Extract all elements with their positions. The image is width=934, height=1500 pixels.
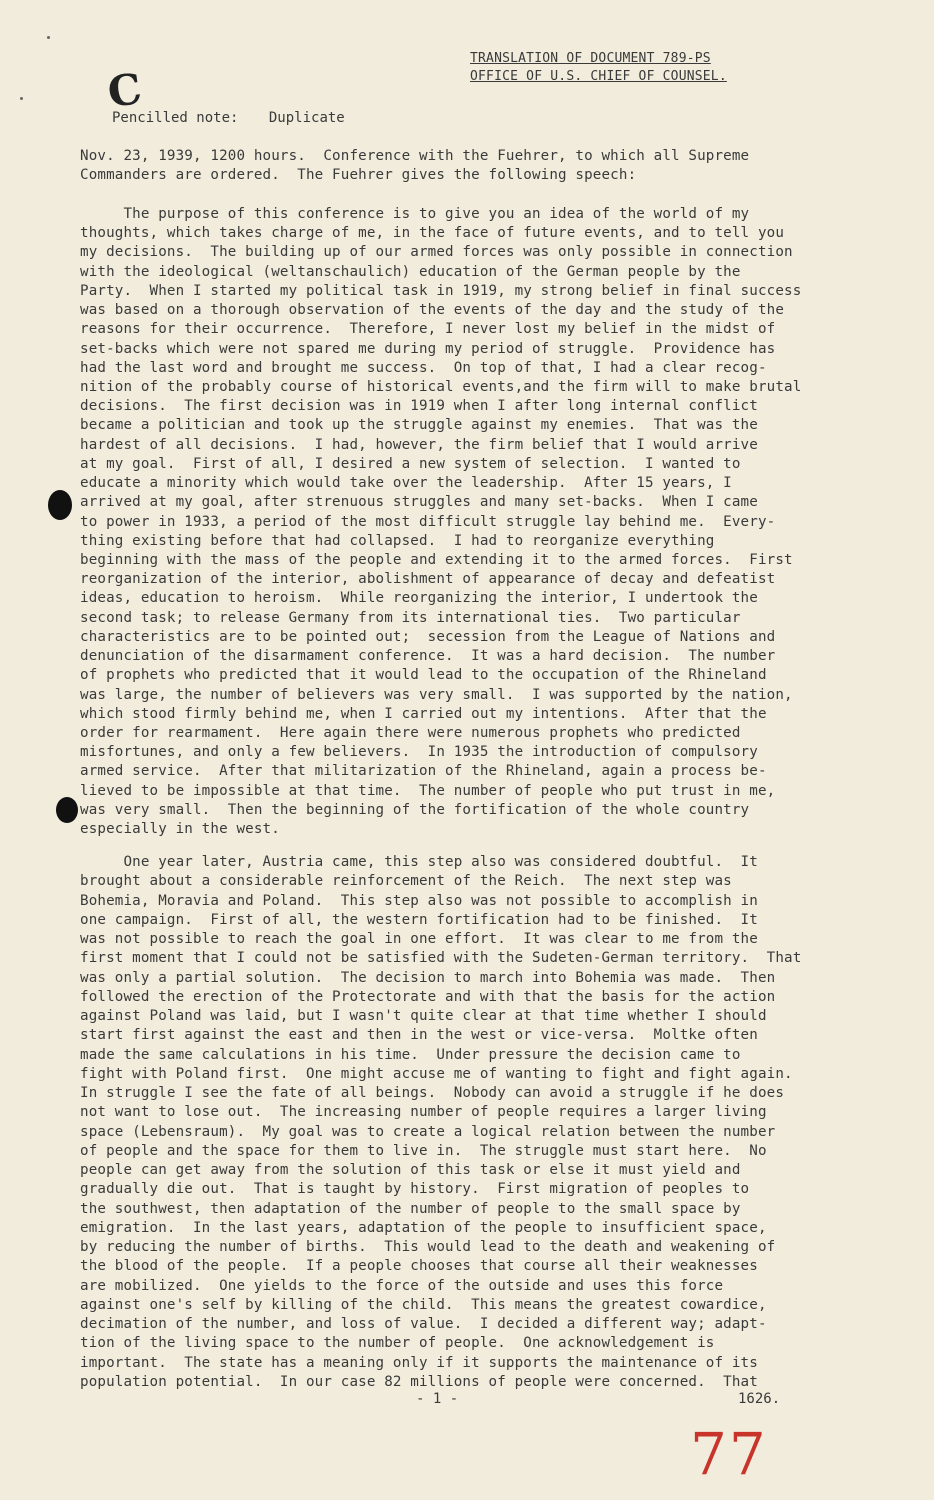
body-text-line: educate a minority which would take over the leadership. After 15 years, I [80,475,732,491]
body-text-line: was only a partial solution. The decision to march into Bohemia was made. Then [80,970,776,986]
body-text-line: decimation of the number, and loss of value. I decided a different way; adapt- [80,1316,767,1332]
body-text-line: thing existing before that had collapsed. I had to reorganize everything [80,533,715,549]
body-text-line: followed the erection of the Protectorate and with that the basis for the action [80,989,776,1005]
body-text-line: of people and the space for them to live in. The struggle must start here. No [80,1143,767,1159]
body-text-line: with the ideological (weltanschaulich) education of the German people by the [80,264,741,280]
body-text-line: nition of the probably course of historical events,and the firm will to make brutal [80,379,802,395]
body-text-line: set-backs which were not spared me during my period of struggle. Providence has [80,341,776,357]
handwritten-number: 77 [690,1420,768,1488]
speck-dot [47,36,50,39]
body-text-line: hardest of all decisions. I had, however, the firm belief that I would arrive [80,437,758,453]
body-text-line: start first against the east and then in the west or vice-versa. Moltke often [80,1027,758,1043]
body-text-line: the blood of the people. If a people chooses that course all their weaknesses [80,1258,758,1274]
body-text-line: to power in 1933, a period of the most difficult struggle lay behind me. Every- [80,514,776,530]
header-office: OFFICE OF U.S. CHIEF OF COUNSEL. [470,69,727,84]
body-text-line: order for rearmament. Here again there were numerous prophets who predicted [80,725,741,741]
body-text-line: made the same calculations in his time. Under pressure the decision came to [80,1047,741,1063]
body-text-line: Party. When I started my political task in 1919, my strong belief in final success [80,283,802,299]
body-text-line: tion of the living space to the number of people. One acknowledgement is [80,1335,715,1351]
body-text-line: In struggle I see the fate of all beings. Nobody can avoid a struggle if he does [80,1085,785,1101]
body-text-line: misfortunes, and only a few believers. In 1935 the introduction of compulsory [80,744,758,760]
body-text-line: decisions. The first decision was in 1919 when I after long internal conflict [80,398,758,414]
body-text-line: One year later, Austria came, this step also was considered doubtful. It [80,854,758,870]
body-text-line: population potential. In our case 82 millions of people were concerned. That [80,1374,758,1390]
body-text-line: lieved to be impossible at that time. The number of people who put trust in me, [80,783,776,799]
body-text-line: emigration. In the last years, adaptation of the people to insufficient space, [80,1220,767,1236]
document-header [470,50,727,86]
body-text-line: second task; to release Germany from its international ties. Two particular [80,610,741,626]
body-text-line: against Poland was laid, but I wasn't quite clear at that time whether I should [80,1008,767,1024]
body-text-line: was not possible to reach the goal in one effort. It was clear to me from the [80,931,758,947]
pencilled-note-label: Pencilled note: [112,110,239,126]
body-text-line: are mobilized. One yields to the force of the outside and uses this force [80,1278,724,1294]
body-text-line: gradually die out. That is taught by history. First migration of peoples to [80,1181,750,1197]
body-text-line: was based on a thorough observation of the events of the day and the study of the [80,302,785,318]
body-text-line: the southwest, then adaptation of the number of people to the small space by [80,1201,741,1217]
body-text-line: important. The state has a meaning only if it supports the maintenance of its [80,1355,758,1371]
header-title: TRANSLATION OF DOCUMENT 789-PS [470,51,711,66]
body-text-line: reorganization of the interior, abolishment of appearance of decay and defeatist [80,571,776,587]
body-text-line: against one's self by killing of the child. This means the greatest cowardice, [80,1297,767,1313]
speck-dot [20,97,23,100]
body-text-line: reasons for their occurrence. Therefore, I never lost my belief in the midst of [80,321,776,337]
body-text-line: arrived at my goal, after strenuous struggles and many set-backs. When I came [80,494,758,510]
body-text-line: my decisions. The building up of our armed forces was only possible in connection [80,244,793,260]
pencilled-note-value: Duplicate [268,110,345,126]
body-text-line: beginning with the mass of the people and extending it to the armed forces. First [80,552,793,568]
page-number: - 1 - [416,1391,459,1407]
pencilled-note [112,110,345,126]
body-text-line: ideas, education to heroism. While reorganizing the interior, I undertook the [80,590,758,606]
body-text-line: was large, the number of believers was very small. I was supported by the nation, [80,687,793,703]
body-text-line: characteristics are to be pointed out; secession from the League of Nations and [80,629,776,645]
body-text-line: was very small. Then the beginning of the fortification of the whole country [80,802,750,818]
body-text-line: brought about a considerable reinforcement of the Reich. The next step was [80,873,732,889]
body-text-line: armed service. After that militarization of the Rhineland, again a process be- [80,763,767,779]
body-text-line: fight with Poland first. One might accuse me of wanting to fight and fight again. [80,1066,793,1082]
punch-hole-mark [56,797,78,823]
body-text-line: people can get away from the solution of this task or else it must yield and [80,1162,741,1178]
document-page-code: 1626. [738,1391,781,1407]
body-text-line: Bohemia, Moravia and Poland. This step also was not possible to accomplish in [80,893,758,909]
body-text-line: had the last word and brought me success. On top of that, I had a clear recog- [80,360,767,376]
punch-hole-mark [48,490,72,520]
body-text-line: space (Lebensraum). My goal was to create a logical relation between the number [80,1124,776,1140]
body-text-line: of prophets who predicted that it would lead to the occupation of the Rhineland [80,667,767,683]
body-text-line: Commanders are ordered. The Fuehrer gives the following speech: [80,167,637,183]
body-text-line: became a politician and took up the struggle against my enemies. That was the [80,417,758,433]
body-text-line: not want to lose out. The increasing number of people requires a larger living [80,1104,767,1120]
body-text-line: thoughts, which takes charge of me, in the face of future events, and to tell you [80,225,785,241]
body-text-line: by reducing the number of births. This would lead to the death and weakening of [80,1239,776,1255]
body-text-line: one campaign. First of all, the western fortification had to be finished. It [80,912,758,928]
body-text-line: Nov. 23, 1939, 1200 hours. Conference with the Fuehrer, to which all Supreme [80,148,750,164]
pencil-mark-c: C [104,63,145,118]
body-text-line: denunciation of the disarmament conference. It was a hard decision. The number [80,648,776,664]
body-text-line: especially in the west. [80,821,280,837]
body-text-line: which stood firmly behind me, when I carried out my intentions. After that the [80,706,767,722]
body-text-line: at my goal. First of all, I desired a new system of selection. I wanted to [80,456,741,472]
body-text-line: The purpose of this conference is to give you an idea of the world of my [80,206,750,222]
body-text-line: first moment that I could not be satisfied with the Sudeten-German territory. That [80,950,802,966]
